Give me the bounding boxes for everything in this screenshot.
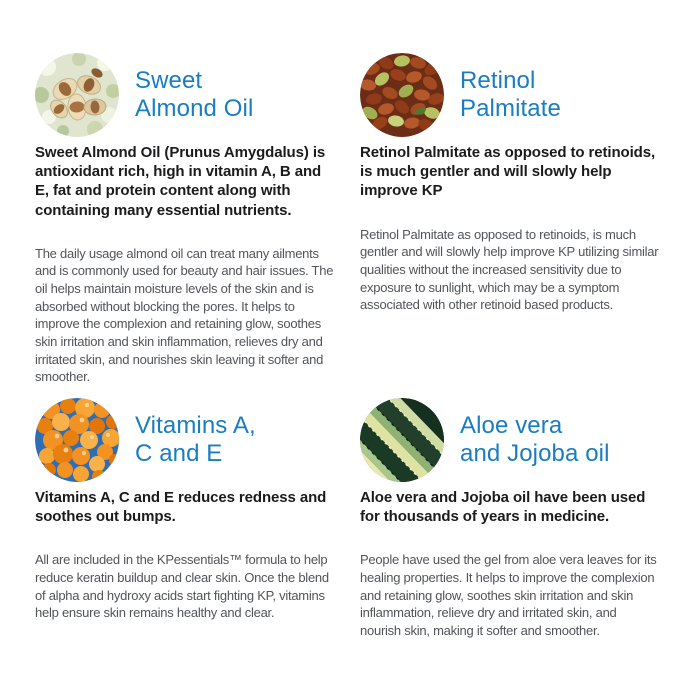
- card-body-text: People have used the gel from aloe vera leaves for its healing properties. It helps to improve the complexion and retaining glow, soothes skin irritation and skin inflammation, relieve dry and irritated skin, and nourish skin, making it softer and smoother.: [360, 552, 657, 639]
- aloe-leaves-photo-icon: [360, 398, 444, 482]
- heading-line-1: Retinol: [460, 66, 536, 94]
- card-subtitle: Retinol Palmitate as opposed to retinoids, is much gentler and will slowly help improve KP: [360, 144, 656, 200]
- heading-line-1: Aloe vera: [460, 411, 563, 439]
- card-body-text: Retinol Palmitate as opposed to retinoids, is much gentler and will slowly help improve KP utilizing similar qualities without the increased sensitivity due to exposure to sunlight, which may be a symptom associated with other retinoid based products.: [360, 226, 659, 313]
- card-heading: [460, 412, 610, 469]
- heading-line-2: Almond Oil: [135, 95, 254, 122]
- heading-line-1: Vitamins A,: [135, 411, 256, 439]
- card-body-text: All are included in the KPessentials™ formula to help reduce keratin buildup and clear skin. Once the blend of alpha and hydroxy acids start fighting KP, vitamins help ensure skin remains healthy and clear.: [35, 552, 329, 621]
- card-header: [35, 398, 335, 482]
- card-subtitle: Vitamins A, C and E reduces redness and soothes out bumps.: [35, 489, 327, 526]
- card-heading: [135, 412, 256, 469]
- beans-photo-icon: [360, 53, 444, 137]
- card-header: [360, 53, 660, 137]
- card-subtitle: Aloe vera and Jojoba oil have been used for thousands of years in medicine.: [360, 489, 646, 526]
- card-heading: [135, 67, 253, 124]
- card-heading: [460, 67, 561, 124]
- card-aloe-jojoba: [360, 398, 660, 679]
- card-vitamins-ace: [35, 398, 335, 679]
- card-subtitle: Sweet Almond Oil (Prunus Amygdalus) is antioxidant rich, high in vitamin A, B and E, fat and protein content along with containing many essential nutrients.: [35, 144, 326, 219]
- card-body-text: The daily usage almond oil can treat many ailments and is commonly used for beauty and hair issues. The oil helps maintain moisture levels of the skin and is absorbed without blocking the pores. It helps to improve the complexion and retaining glow, soothes skin irritation and skin inflammation, relieves dry and irritated skin, and nourishes skin leaving it softer and smoother.: [35, 245, 334, 385]
- card-sweet-almond-oil: [35, 53, 335, 398]
- orange-berries-photo-icon: [35, 398, 119, 482]
- heading-line-2: C and E: [135, 440, 223, 467]
- heading-line-2: Palmitate: [460, 95, 561, 122]
- heading-line-2: and Jojoba oil: [460, 440, 610, 467]
- heading-line-1: Sweet: [135, 66, 203, 94]
- card-retinol-palmitate: [360, 53, 660, 398]
- card-header: [360, 398, 660, 482]
- almonds-photo-icon: [35, 53, 119, 137]
- card-header: [35, 53, 335, 137]
